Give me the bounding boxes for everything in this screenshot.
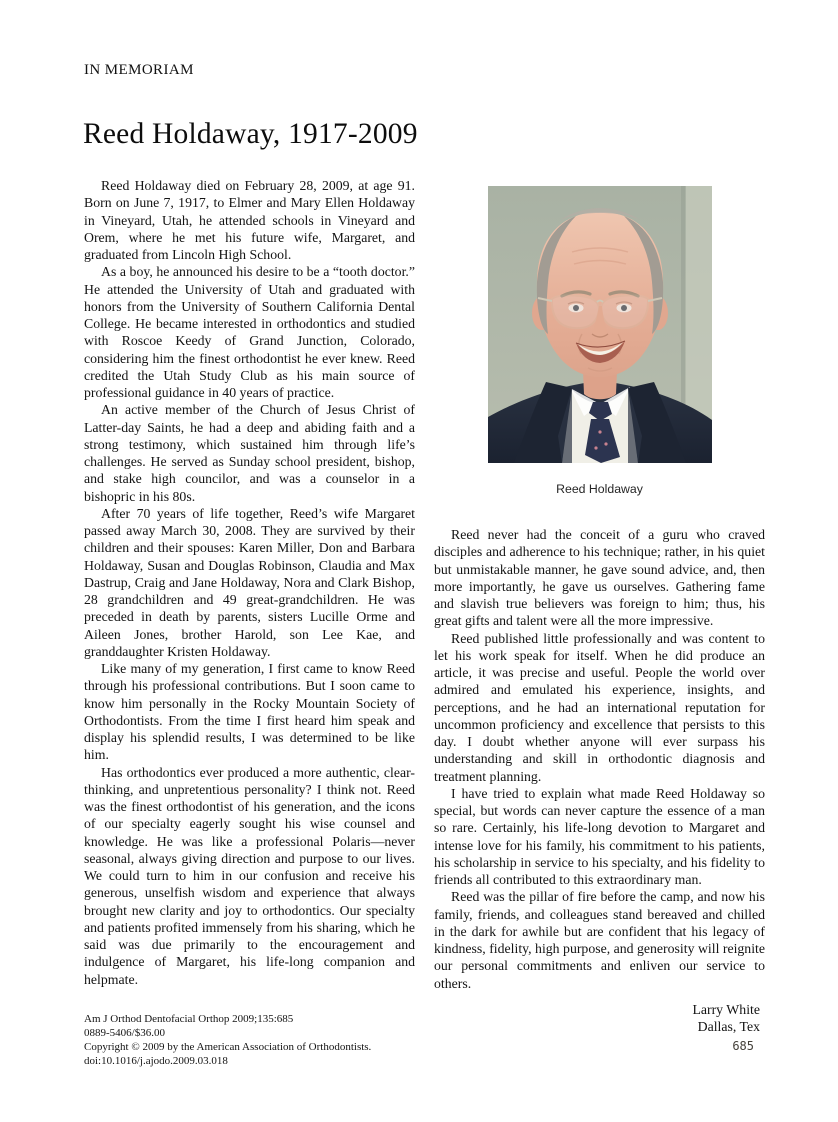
paragraph: I have tried to explain what made Reed Holdaway so special, but words can never capture the essence of a man so rare. Certainly, his life-long devotion to Margaret and intense love for his family, his commitment to his patients, his scholarship in service to his specialty, and his fidelity to friends all contributed to this extraordinary man. xyxy=(434,785,765,887)
page-number: 685 xyxy=(732,1039,754,1053)
paragraph: Like many of my generation, I first came to know Reed through his professional contributions. But I soon came to know him personally in the Rocky Mountain Society of Orthodontists. From the time I first heard him speak and display his splendid results, I was determined to be like him. xyxy=(84,661,415,763)
paragraph: Reed published little professionally and was content to let his work speak for itself. When he did produce an article, it was precise and useful. People the world over admired and emulated his experience, insights, and perceptions, and he had an international reputation for uncommon proficiency and excellence that persists to this day. I doubt whether anyone will ever surpass his understanding and skill in orthodontic diagnosis and treatment planning. xyxy=(434,630,765,784)
right-column-text xyxy=(434,526,765,992)
author-name: Larry White xyxy=(692,1001,760,1017)
paragraph: As a boy, he announced his desire to be a “tooth doctor.” He attended the University of Utah and graduated with honors from the University of Southern California Dental College. He became interested in orthodontics and studied with Roscoe Keedy of Grand Junction, Colorado, considering him the finest orthodontist he ever knew. Reed credited the Utah Study Club as his main source of professional guidance in 40 years of practice. xyxy=(84,264,415,400)
citation-line: doi:10.1016/j.ajodo.2009.03.018 xyxy=(84,1055,228,1068)
portrait-photo xyxy=(488,186,712,463)
paragraph: Reed was the pillar of fire before the camp, and now his family, friends, and colleagues stand bereaved and chilled in the dark for awhile but are confident that his legacy of kindness, fidelity, high purpose, and generosity will reignite our personal commitments and enliven our service to others. xyxy=(434,889,765,991)
citation-line: 0889-5406/$36.00 xyxy=(84,1026,165,1039)
right-column xyxy=(434,177,765,1036)
page-title: Reed Holdaway, 1917-2009 xyxy=(83,118,418,150)
section-header: IN MEMORIAM xyxy=(84,62,194,78)
left-column xyxy=(84,177,415,1069)
paragraph: Has orthodontics ever produced a more authentic, clear-thinking, and unpretentious personality? I think not. Reed was the finest orthodontist of his generation, and the icons of our specialty eagerly sought his wise counsel and knowledge. He was like a professional Polaris—never seasonal, always giving direction and purpose to our lives. We could turn to him in our confusion and receive his generous, unselfish wisdom and experience that always brought new clarity and joy to orthodontics. Our specialty and patients profited immensely from his sharing, which he said was due primarily to the encouragement and indulgence of Margaret, his life-long companion and helpmate. xyxy=(84,764,415,987)
citation-line: Copyright © 2009 by the American Association of Orthodontists. xyxy=(84,1041,372,1054)
paragraph: An active member of the Church of Jesus Christ of Latter-day Saints, he had a deep and abiding faith and a strong testimony, which sustained him through life’s challenges. He served as Sunday school president, bishop, and stake high councilor, and was a counselor in a bishopric in his 80s. xyxy=(84,402,415,504)
paragraph: Reed Holdaway died on February 28, 2009, at age 91. Born on June 7, 1917, to Elmer and Mary Ellen Holdaway in Vineyard, Utah, he attended schools in Vineyard and Orem, where he met his future wife, Margaret, and graduated from Lincoln High School. xyxy=(84,178,415,262)
paragraph: After 70 years of life together, Reed’s wife Margaret passed away March 30, 2008. They are survived by their children and their spouses: Karen Miller, Don and Barbara Holdaway, Susan and Douglas Robinson, Claudia and Max Dastrup, Craig and Jane Holdaway, Nora and Clark Bishop, 28 grandchildren and 49 great-grandchildren. He was preceded in death by parents, sisters Lucille Orme and Aileen Jones, brother Harold, son Lee Kae, and granddaughter Kristen Holdaway. xyxy=(84,505,415,659)
citation-line: Am J Orthod Dentofacial Orthop 2009;135:685 xyxy=(84,1012,294,1025)
author-location: Dallas, Tex xyxy=(697,1019,760,1035)
paragraph: Reed never had the conceit of a guru who craved disciples and adherence to his technique; rather, in his quiet but unmistakable manner, he gave sound advice, and, then more importantly, he gave us ourselves. Gathering fame and slavish true believers was foreign to him; thus, his great gifts and talent were all the more impressive. xyxy=(434,527,765,629)
portrait-photo-illustration xyxy=(488,186,712,463)
author-signature xyxy=(434,1001,765,1036)
photo-caption: Reed Holdaway xyxy=(556,482,643,496)
article-citation xyxy=(84,1012,415,1069)
